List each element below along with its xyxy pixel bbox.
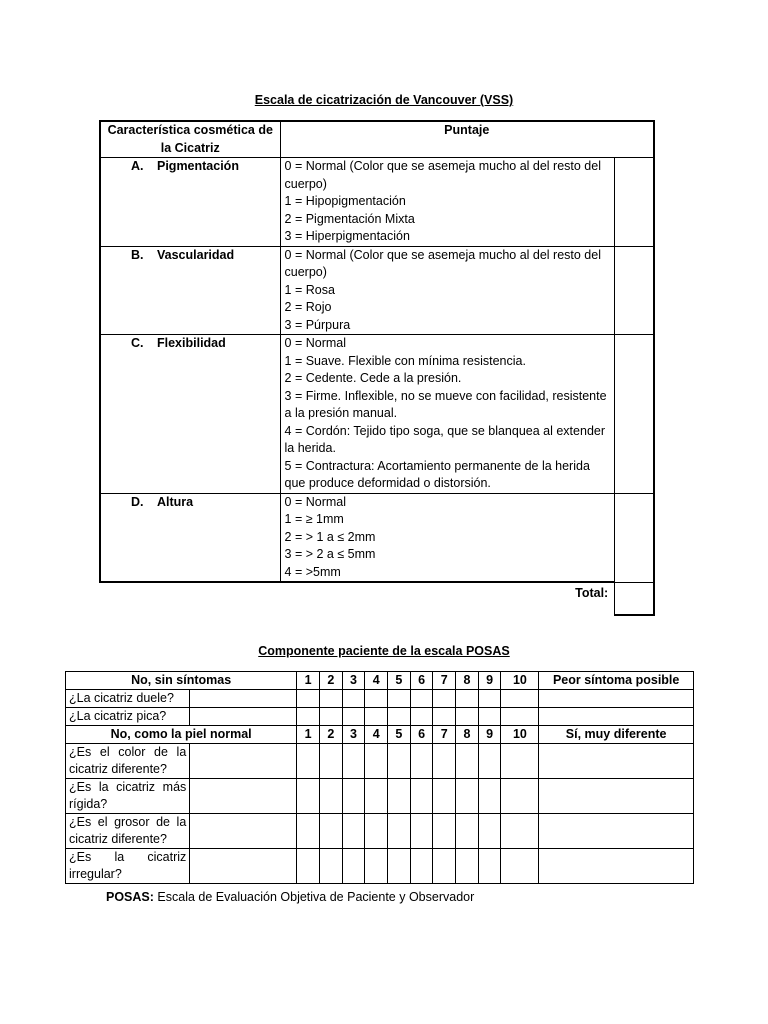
vss-category bbox=[100, 335, 280, 494]
posas-score-cell[interactable] bbox=[539, 849, 694, 884]
posas-header-appearance-right: Sí, muy diferente bbox=[539, 726, 694, 744]
posas-scale-number: 7 bbox=[433, 672, 456, 690]
vss-category bbox=[100, 246, 280, 335]
vss-option-line: 0 = Normal (Color que se asemeja mucho al del resto del cuerpo) bbox=[284, 159, 601, 191]
vss-total-label: Total: bbox=[575, 586, 609, 600]
posas-score-cell[interactable] bbox=[410, 690, 433, 708]
posas-score-cell[interactable] bbox=[342, 708, 365, 726]
posas-score-cell[interactable] bbox=[365, 779, 388, 814]
posas-score-cell[interactable] bbox=[478, 814, 501, 849]
vss-description bbox=[280, 335, 615, 494]
posas-score-cell[interactable] bbox=[297, 690, 320, 708]
posas-score-cell[interactable] bbox=[365, 814, 388, 849]
posas-score-cell[interactable] bbox=[297, 814, 320, 849]
vss-category-name: Flexibilidad bbox=[157, 336, 226, 350]
vss-option-line: 4 = Cordón: Tejido tipo soga, que se blanquea al extender la herida. bbox=[284, 423, 606, 455]
vss-option-line: 0 = Normal (Color que se asemeja mucho al del resto del cuerpo) bbox=[284, 247, 601, 279]
posas-score-cell[interactable] bbox=[342, 690, 365, 708]
vss-category bbox=[100, 158, 280, 247]
vss-option-line: 0 = Normal bbox=[284, 494, 346, 509]
posas-scale-number: 2 bbox=[319, 672, 342, 690]
vss-header-score: Puntaje bbox=[280, 121, 654, 158]
posas-score-cell[interactable] bbox=[501, 708, 539, 726]
posas-score-cell[interactable] bbox=[319, 744, 342, 779]
posas-scale-number: 6 bbox=[410, 726, 433, 744]
posas-score-cell[interactable] bbox=[388, 690, 411, 708]
posas-score-cell[interactable] bbox=[456, 744, 479, 779]
posas-score-cell[interactable] bbox=[456, 814, 479, 849]
posas-score-cell[interactable] bbox=[342, 814, 365, 849]
posas-score-cell[interactable] bbox=[365, 690, 388, 708]
posas-score-cell[interactable] bbox=[319, 814, 342, 849]
posas-scale-number: 10 bbox=[501, 672, 539, 690]
vss-option-line: 3 = Púrpura bbox=[284, 317, 351, 332]
posas-score-cell[interactable] bbox=[319, 708, 342, 726]
vss-description bbox=[280, 246, 615, 335]
posas-question: ¿Es el grosor de la cicatriz diferente? bbox=[66, 814, 190, 849]
vss-category-name: Pigmentación bbox=[157, 159, 239, 173]
vss-category-letter: C. bbox=[131, 336, 144, 350]
posas-question-row bbox=[66, 744, 694, 779]
vss-score-input[interactable] bbox=[615, 493, 654, 582]
vss-option-line: 2 = > 1 a ≤ 2mm bbox=[284, 529, 376, 544]
posas-scale-number: 9 bbox=[478, 726, 501, 744]
posas-score-cell[interactable] bbox=[501, 849, 539, 884]
posas-score-cell[interactable] bbox=[388, 779, 411, 814]
posas-header-appearance bbox=[66, 726, 694, 744]
posas-scale-number: 10 bbox=[501, 726, 539, 744]
posas-score-cell[interactable] bbox=[342, 779, 365, 814]
posas-header-symptoms-right: Peor síntoma posible bbox=[539, 672, 694, 690]
posas-question: ¿Es la cicatriz más rígida? bbox=[66, 779, 190, 814]
posas-score-cell[interactable] bbox=[342, 849, 365, 884]
posas-table bbox=[65, 671, 694, 884]
posas-score-cell[interactable] bbox=[433, 708, 456, 726]
vss-score-input[interactable] bbox=[615, 158, 654, 247]
vss-row bbox=[100, 335, 654, 494]
posas-header-symptoms bbox=[66, 672, 694, 690]
posas-scale-number: 4 bbox=[365, 672, 388, 690]
posas-score-cell[interactable] bbox=[365, 708, 388, 726]
posas-score-cell[interactable] bbox=[456, 690, 479, 708]
posas-score-cell[interactable] bbox=[501, 690, 539, 708]
posas-scale-number: 3 bbox=[342, 672, 365, 690]
posas-scale-number: 8 bbox=[456, 726, 479, 744]
vss-score-input[interactable] bbox=[615, 335, 654, 494]
posas-question: ¿Es la cicatriz irregular? bbox=[66, 849, 190, 884]
posas-question-row bbox=[66, 814, 694, 849]
posas-scale-number: 1 bbox=[297, 726, 320, 744]
posas-score-cell[interactable] bbox=[410, 814, 433, 849]
posas-score-cell[interactable] bbox=[433, 690, 456, 708]
posas-answer-cell[interactable] bbox=[190, 779, 297, 814]
posas-score-cell[interactable] bbox=[388, 708, 411, 726]
posas-question: ¿Es el color de la cicatriz diferente? bbox=[66, 744, 190, 779]
posas-score-cell[interactable] bbox=[410, 744, 433, 779]
posas-question-row bbox=[66, 779, 694, 814]
posas-scale-number: 3 bbox=[342, 726, 365, 744]
posas-score-cell[interactable] bbox=[410, 779, 433, 814]
posas-header-symptoms-left: No, sin síntomas bbox=[66, 672, 297, 690]
vss-row bbox=[100, 493, 654, 582]
posas-answer-cell[interactable] bbox=[190, 708, 297, 726]
vss-row bbox=[100, 158, 654, 247]
vss-category-letter: D. bbox=[131, 494, 144, 509]
posas-score-cell[interactable] bbox=[478, 708, 501, 726]
posas-scale-number: 1 bbox=[297, 672, 320, 690]
vss-option-line: 3 = > 2 a ≤ 5mm bbox=[284, 547, 376, 561]
vss-table bbox=[99, 120, 655, 616]
posas-score-cell[interactable] bbox=[319, 779, 342, 814]
posas-score-cell[interactable] bbox=[478, 744, 501, 779]
posas-score-cell[interactable] bbox=[297, 708, 320, 726]
vss-total-input[interactable] bbox=[615, 582, 654, 615]
posas-score-cell[interactable] bbox=[365, 744, 388, 779]
vss-description bbox=[280, 493, 615, 582]
posas-score-cell[interactable] bbox=[433, 744, 456, 779]
posas-scale-number: 5 bbox=[388, 672, 411, 690]
vss-option-line: 1 = Suave. Flexible con mínima resistencia. bbox=[284, 353, 526, 368]
vss-option-line: 4 = >5mm bbox=[284, 564, 341, 579]
vss-option-line: 1 = Rosa bbox=[284, 282, 335, 297]
vss-category-name: Vascularidad bbox=[157, 247, 235, 262]
posas-scale-number: 5 bbox=[388, 726, 411, 744]
posas-score-cell[interactable] bbox=[478, 849, 501, 884]
posas-score-cell[interactable] bbox=[433, 814, 456, 849]
posas-score-cell[interactable] bbox=[478, 779, 501, 814]
vss-score-input[interactable] bbox=[615, 246, 654, 335]
posas-score-cell[interactable] bbox=[501, 814, 539, 849]
posas-score-cell[interactable] bbox=[433, 779, 456, 814]
vss-title: Escala de cicatrización de Vancouver (VSS) bbox=[254, 93, 514, 107]
posas-score-cell[interactable] bbox=[539, 814, 694, 849]
posas-scale-number: 9 bbox=[478, 672, 501, 690]
posas-score-cell[interactable] bbox=[501, 779, 539, 814]
posas-question: ¿La cicatriz pica? bbox=[66, 708, 190, 726]
posas-footnote-text: Escala de Evaluación Objetiva de Paciente y Observador bbox=[153, 890, 475, 904]
posas-header-appearance-left: No, como la piel normal bbox=[66, 726, 297, 744]
vss-category-letter: A. bbox=[131, 159, 144, 173]
posas-score-cell[interactable] bbox=[456, 779, 479, 814]
posas-scale-number: 6 bbox=[410, 672, 433, 690]
vss-category-letter: B. bbox=[131, 247, 144, 262]
vss-option-line: 3 = Firme. Inflexible, no se mueve con facilidad, resistente a la presión manual. bbox=[284, 388, 607, 420]
posas-footnote bbox=[106, 890, 474, 904]
vss-option-line: 2 = Pigmentación Mixta bbox=[284, 211, 415, 226]
posas-score-cell[interactable] bbox=[539, 744, 694, 779]
posas-score-cell[interactable] bbox=[342, 744, 365, 779]
posas-score-cell[interactable] bbox=[319, 849, 342, 884]
posas-footnote-label: POSAS: bbox=[106, 890, 154, 904]
posas-answer-cell[interactable] bbox=[190, 814, 297, 849]
vss-category bbox=[100, 493, 280, 582]
posas-scale-number: 2 bbox=[319, 726, 342, 744]
posas-score-cell[interactable] bbox=[539, 690, 694, 708]
vss-option-line: 1 = ≥ 1mm bbox=[284, 512, 344, 526]
posas-score-cell[interactable] bbox=[297, 849, 320, 884]
vss-description bbox=[280, 158, 615, 247]
posas-score-cell[interactable] bbox=[365, 849, 388, 884]
posas-score-cell[interactable] bbox=[388, 849, 411, 884]
posas-score-cell[interactable] bbox=[410, 708, 433, 726]
vss-option-line: 0 = Normal bbox=[284, 336, 346, 350]
posas-score-cell[interactable] bbox=[456, 849, 479, 884]
posas-score-cell[interactable] bbox=[388, 814, 411, 849]
vss-option-line: 5 = Contractura: Acortamiento permanente de la herida que produce deformidad o distorsión. bbox=[284, 458, 590, 490]
posas-score-cell[interactable] bbox=[388, 744, 411, 779]
posas-score-cell[interactable] bbox=[539, 779, 694, 814]
posas-score-cell[interactable] bbox=[410, 849, 433, 884]
vss-header-characteristic: Característica cosmética de la Cicatriz bbox=[100, 121, 280, 158]
vss-option-line: 2 = Cedente. Cede a la presión. bbox=[284, 371, 462, 385]
posas-question: ¿La cicatriz duele? bbox=[66, 690, 190, 708]
posas-score-cell[interactable] bbox=[319, 690, 342, 708]
posas-score-cell[interactable] bbox=[297, 779, 320, 814]
posas-answer-cell[interactable] bbox=[190, 690, 297, 708]
vss-option-line: 1 = Hipopigmentación bbox=[284, 194, 406, 208]
posas-answer-cell[interactable] bbox=[190, 744, 297, 779]
posas-title: Componente paciente de la escala POSAS bbox=[258, 644, 510, 658]
vss-row bbox=[100, 246, 654, 335]
posas-question-row bbox=[66, 690, 694, 708]
posas-scale-number: 8 bbox=[456, 672, 479, 690]
posas-question-row bbox=[66, 849, 694, 884]
posas-scale-number: 4 bbox=[365, 726, 388, 744]
vss-option-line: 3 = Hiperpigmentación bbox=[284, 229, 410, 243]
posas-score-cell[interactable] bbox=[539, 708, 694, 726]
vss-option-line: 2 = Rojo bbox=[284, 300, 332, 314]
vss-category-name: Altura bbox=[157, 494, 194, 509]
posas-score-cell[interactable] bbox=[478, 690, 501, 708]
posas-score-cell[interactable] bbox=[297, 744, 320, 779]
posas-scale-number: 7 bbox=[433, 726, 456, 744]
posas-score-cell[interactable] bbox=[433, 849, 456, 884]
posas-answer-cell[interactable] bbox=[190, 849, 297, 884]
posas-score-cell[interactable] bbox=[501, 744, 539, 779]
posas-question-row bbox=[66, 708, 694, 726]
posas-score-cell[interactable] bbox=[456, 708, 479, 726]
